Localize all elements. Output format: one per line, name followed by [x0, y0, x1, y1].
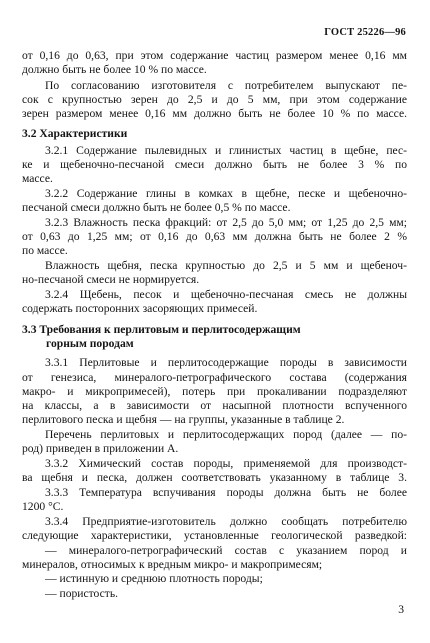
text-line: род) приведен в приложении А. — [22, 442, 179, 455]
text-line: Влажность щебня, песка крупностью до 2,5 и 5 мм и щебеноч- — [45, 259, 407, 272]
text-line: 3.2.4 Щебень, песок и щебеночно-песчаная смесь не должны — [45, 288, 407, 301]
text-line: — истинную и среднюю плотность породы; — [45, 572, 263, 585]
text-line: 1200 °С. — [22, 500, 64, 513]
section-heading: горным породам — [46, 337, 134, 350]
text-line: 3.3.1 Перлитовые и перлитосодержащие породы в зависимости — [45, 356, 407, 369]
text-line: перлитового песка и щебня — на группы, указанные в таблице 2. — [22, 413, 345, 426]
section-heading: 3.3 Требования к перлитовым и перлитосодержащим — [22, 323, 301, 336]
text-line: по массе. — [22, 244, 68, 257]
text-line: 3.3.2 Химический состав породы, применяемой для производст- — [45, 457, 407, 470]
text-line: минералов, относимых к вредным микро- и макропримесям; — [22, 558, 323, 571]
text-line: — пористость. — [45, 587, 119, 600]
text-line: 3.2.1 Содержание пылевидных и глинистых частиц в щебне, пес- — [45, 144, 407, 157]
text-line: ва щебня и песка, должен соответствовать указанному в таблице 3. — [22, 471, 407, 484]
text-line: ке и щебеночно-песчаной смеси должно быть не более 3 % по — [22, 158, 407, 171]
text-line: но-песчаной смеси не нормируется. — [22, 273, 200, 286]
text-line: песчаной смеси должно быть не более 0,5 % по массе. — [22, 201, 291, 214]
page-number: 3 — [398, 603, 404, 616]
text-line: сок с крупностью зерен до 2,5 и до 5 мм, при этом содержание — [22, 93, 407, 106]
text-line: содержать посторонних засоряющих примесей. — [22, 302, 258, 315]
text-line: следующие характеристики, установленные геологической разведкой: — [22, 529, 407, 542]
text-line: макро- и микропримесей), потерь при прокаливании подразделяют — [22, 385, 407, 398]
text-line: — минералого-петрографический состав с указанием пород и — [45, 544, 407, 557]
text-line: 3.3.3 Температура вспучивания породы должна быть не более — [45, 486, 407, 499]
text-line: от 0,63 до 1,25 мм; от 0,16 до 0,63 мм должна быть не более 2 % — [22, 230, 407, 243]
section-heading: 3.2 Характеристики — [22, 127, 128, 140]
text-line: 3.2.3 Влажность песка фракций: от 2,5 до 5,0 мм; от 1,25 до 2,5 мм; — [45, 216, 407, 229]
text-line: от 0,16 до 0,63, при этом содержание частиц размером менее 0,16 мм — [22, 49, 407, 62]
text-line: зерен размером менее 0,16 мм должно быть не более 10 % по массе. — [22, 107, 407, 120]
text-line: на классы, а в зависимости от насыпной плотности вспученного — [22, 399, 407, 412]
text-line: По согласованию изготовителя с потребителем выпускают пе- — [45, 79, 407, 92]
text-line: Перечень перлитовых и перлитосодержащих пород (далее — по- — [45, 428, 407, 441]
text-line: 3.3.4 Предприятие-изготовитель должно сообщать потребителю — [45, 515, 407, 528]
text-line: массе. — [22, 172, 53, 185]
text-line: должно быть не более 10 % по массе. — [22, 63, 207, 76]
standard-header: ГОСТ 25226—96 — [324, 27, 406, 38]
text-line: 3.2.2 Содержание глины в комках в щебне, песке и щебеночно- — [45, 187, 407, 200]
text-line: от генезиса, минералого-петрографического состава (содержания — [22, 371, 407, 384]
